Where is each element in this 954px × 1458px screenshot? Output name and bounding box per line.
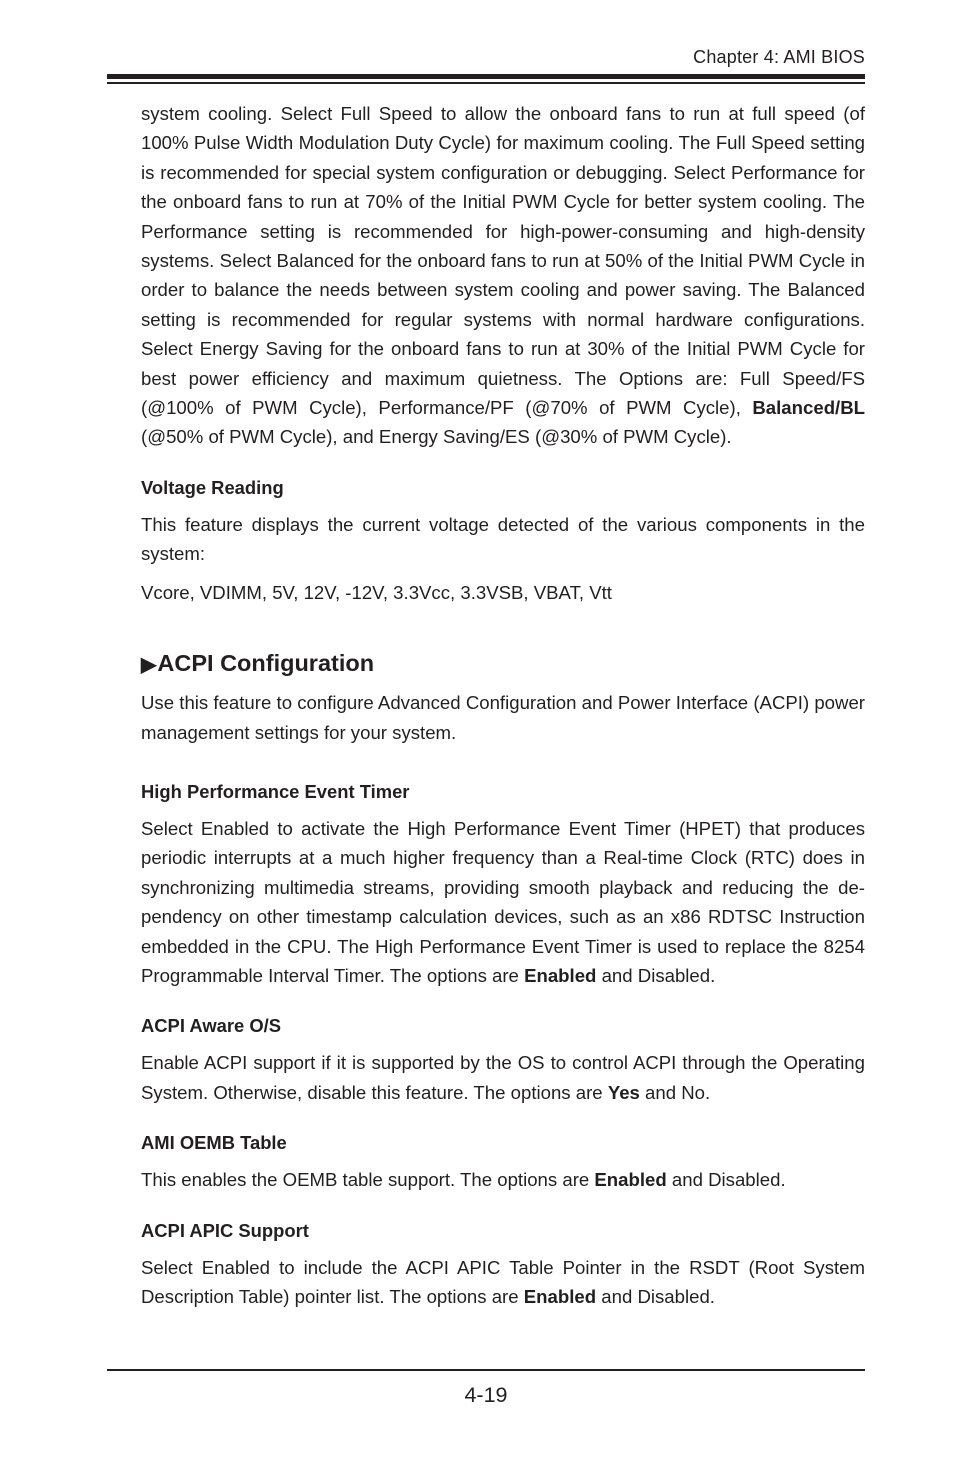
hpet-desc-tail: and Disabled. — [601, 964, 716, 986]
acpi-aware-os-default: Yes — [607, 1081, 640, 1103]
ami-oemb-desc-tail: and Disabled. — [671, 1169, 786, 1191]
page-number: 4-19 — [464, 1383, 508, 1407]
voltage-reading-desc: This feature displays the current voltage detected of the various components in the system: — [141, 513, 865, 565]
acpi-apic-desc-tail: and Disabled. — [601, 1285, 715, 1307]
page-content — [141, 99, 865, 1311]
acpi-aware-os-desc — [141, 1048, 865, 1107]
acpi-apic-default: Enabled — [523, 1285, 597, 1307]
fan-mode-paragraph — [141, 99, 865, 452]
ami-oemb-desc — [141, 1165, 865, 1194]
voltage-reading-list: Vcore, VDIMM, 5V, 12V, -12V, 3.3Vcc, 3.3VSB, VBAT, Vtt — [141, 581, 612, 603]
header-rule-thick — [107, 74, 865, 79]
fan-mode-default: Balanced/BL — [752, 397, 865, 419]
voltage-reading-heading: Voltage Reading — [141, 476, 284, 498]
chapter-title: Chapter 4: AMI BIOS — [693, 47, 865, 67]
acpi-configuration-desc: Use this feature to configure Advanced Configuration and Power Interface (ACPI) power management settings for your system. — [141, 692, 865, 743]
fan-mode-text-a: system cooling. Select Full Speed to allow the onboard fans to run at full speed (of 100% Pulse Width Modulation Duty Cycle) for maximum cooling. The Full Speed setting is recommended for special system configuration or debugging. Select Performance for the onboard fans to run at 70% of the Initial PWM Cycle for better system cooling. The Performance setting is recommended for high-power-consuming and high-density systems. Select Balanced for the onboard fans to run at 50% of the Initial PWM Cycle in order to balance the needs between system cooling and power saving. The Balanced setting is recommended for regular systems with normal hardware configurations. Select Energy Saving for the onboard fans to run at 30% of the Initial PWM Cycle for best power efficiency and maximum quietness. The Options are: Full Speed/FS (@100% of PWM Cycle), Performance/PF (@70% of PWM Cycle), — [141, 103, 865, 419]
fan-mode-text-b: (@50% of PWM Cycle), and Energy Saving/ES (@30% of PWM Cycle). — [141, 426, 732, 448]
submenu-arrow-icon: ▶ — [141, 654, 157, 677]
ami-oemb-default: Enabled — [594, 1169, 667, 1191]
acpi-aware-os-desc-text: Enable ACPI support if it is supported by the OS to control ACPI through the Operating System. Otherwise, disable this feature. The options are — [141, 1052, 865, 1103]
ami-oemb-desc-text: This enables the OEMB table support. The options are — [141, 1169, 590, 1191]
hpet-default: Enabled — [524, 964, 597, 986]
acpi-aware-os-desc-tail: and No. — [645, 1081, 711, 1103]
acpi-configuration-title: ACPI Configuration — [157, 650, 375, 677]
hpet-desc-text: Select Enabled to activate the High Performance Event Timer (HPET) that produces periodic interrupts at a much higher frequency than a Real-time Clock (RTC) does in synchronizing multimedia streams, providing smooth playback and reducing the dependency on other timestamp calculation devices, such as an x86 RDTSC Instruction embedded in the CPU. The High Performance Event Timer is used to replace the 8254 Programmable Interval Timer. The options are — [141, 817, 865, 986]
acpi-aware-os-heading: ACPI Aware O/S — [141, 1015, 282, 1037]
hpet-desc — [141, 814, 865, 990]
hpet-heading: High Performance Event Timer — [141, 780, 410, 802]
acpi-apic-desc-text: Select Enabled to include the ACPI APIC Table Pointer in the RSDT (Root System Description Table) pointer list. The options are — [141, 1256, 865, 1307]
acpi-configuration-heading — [141, 646, 865, 682]
header-rule-thin — [107, 82, 865, 84]
acpi-apic-heading: ACPI APIC Support — [141, 1219, 309, 1241]
ami-oemb-heading: AMI OEMB Table — [141, 1132, 287, 1154]
footer-rule — [107, 1369, 865, 1371]
acpi-apic-desc — [141, 1253, 865, 1312]
